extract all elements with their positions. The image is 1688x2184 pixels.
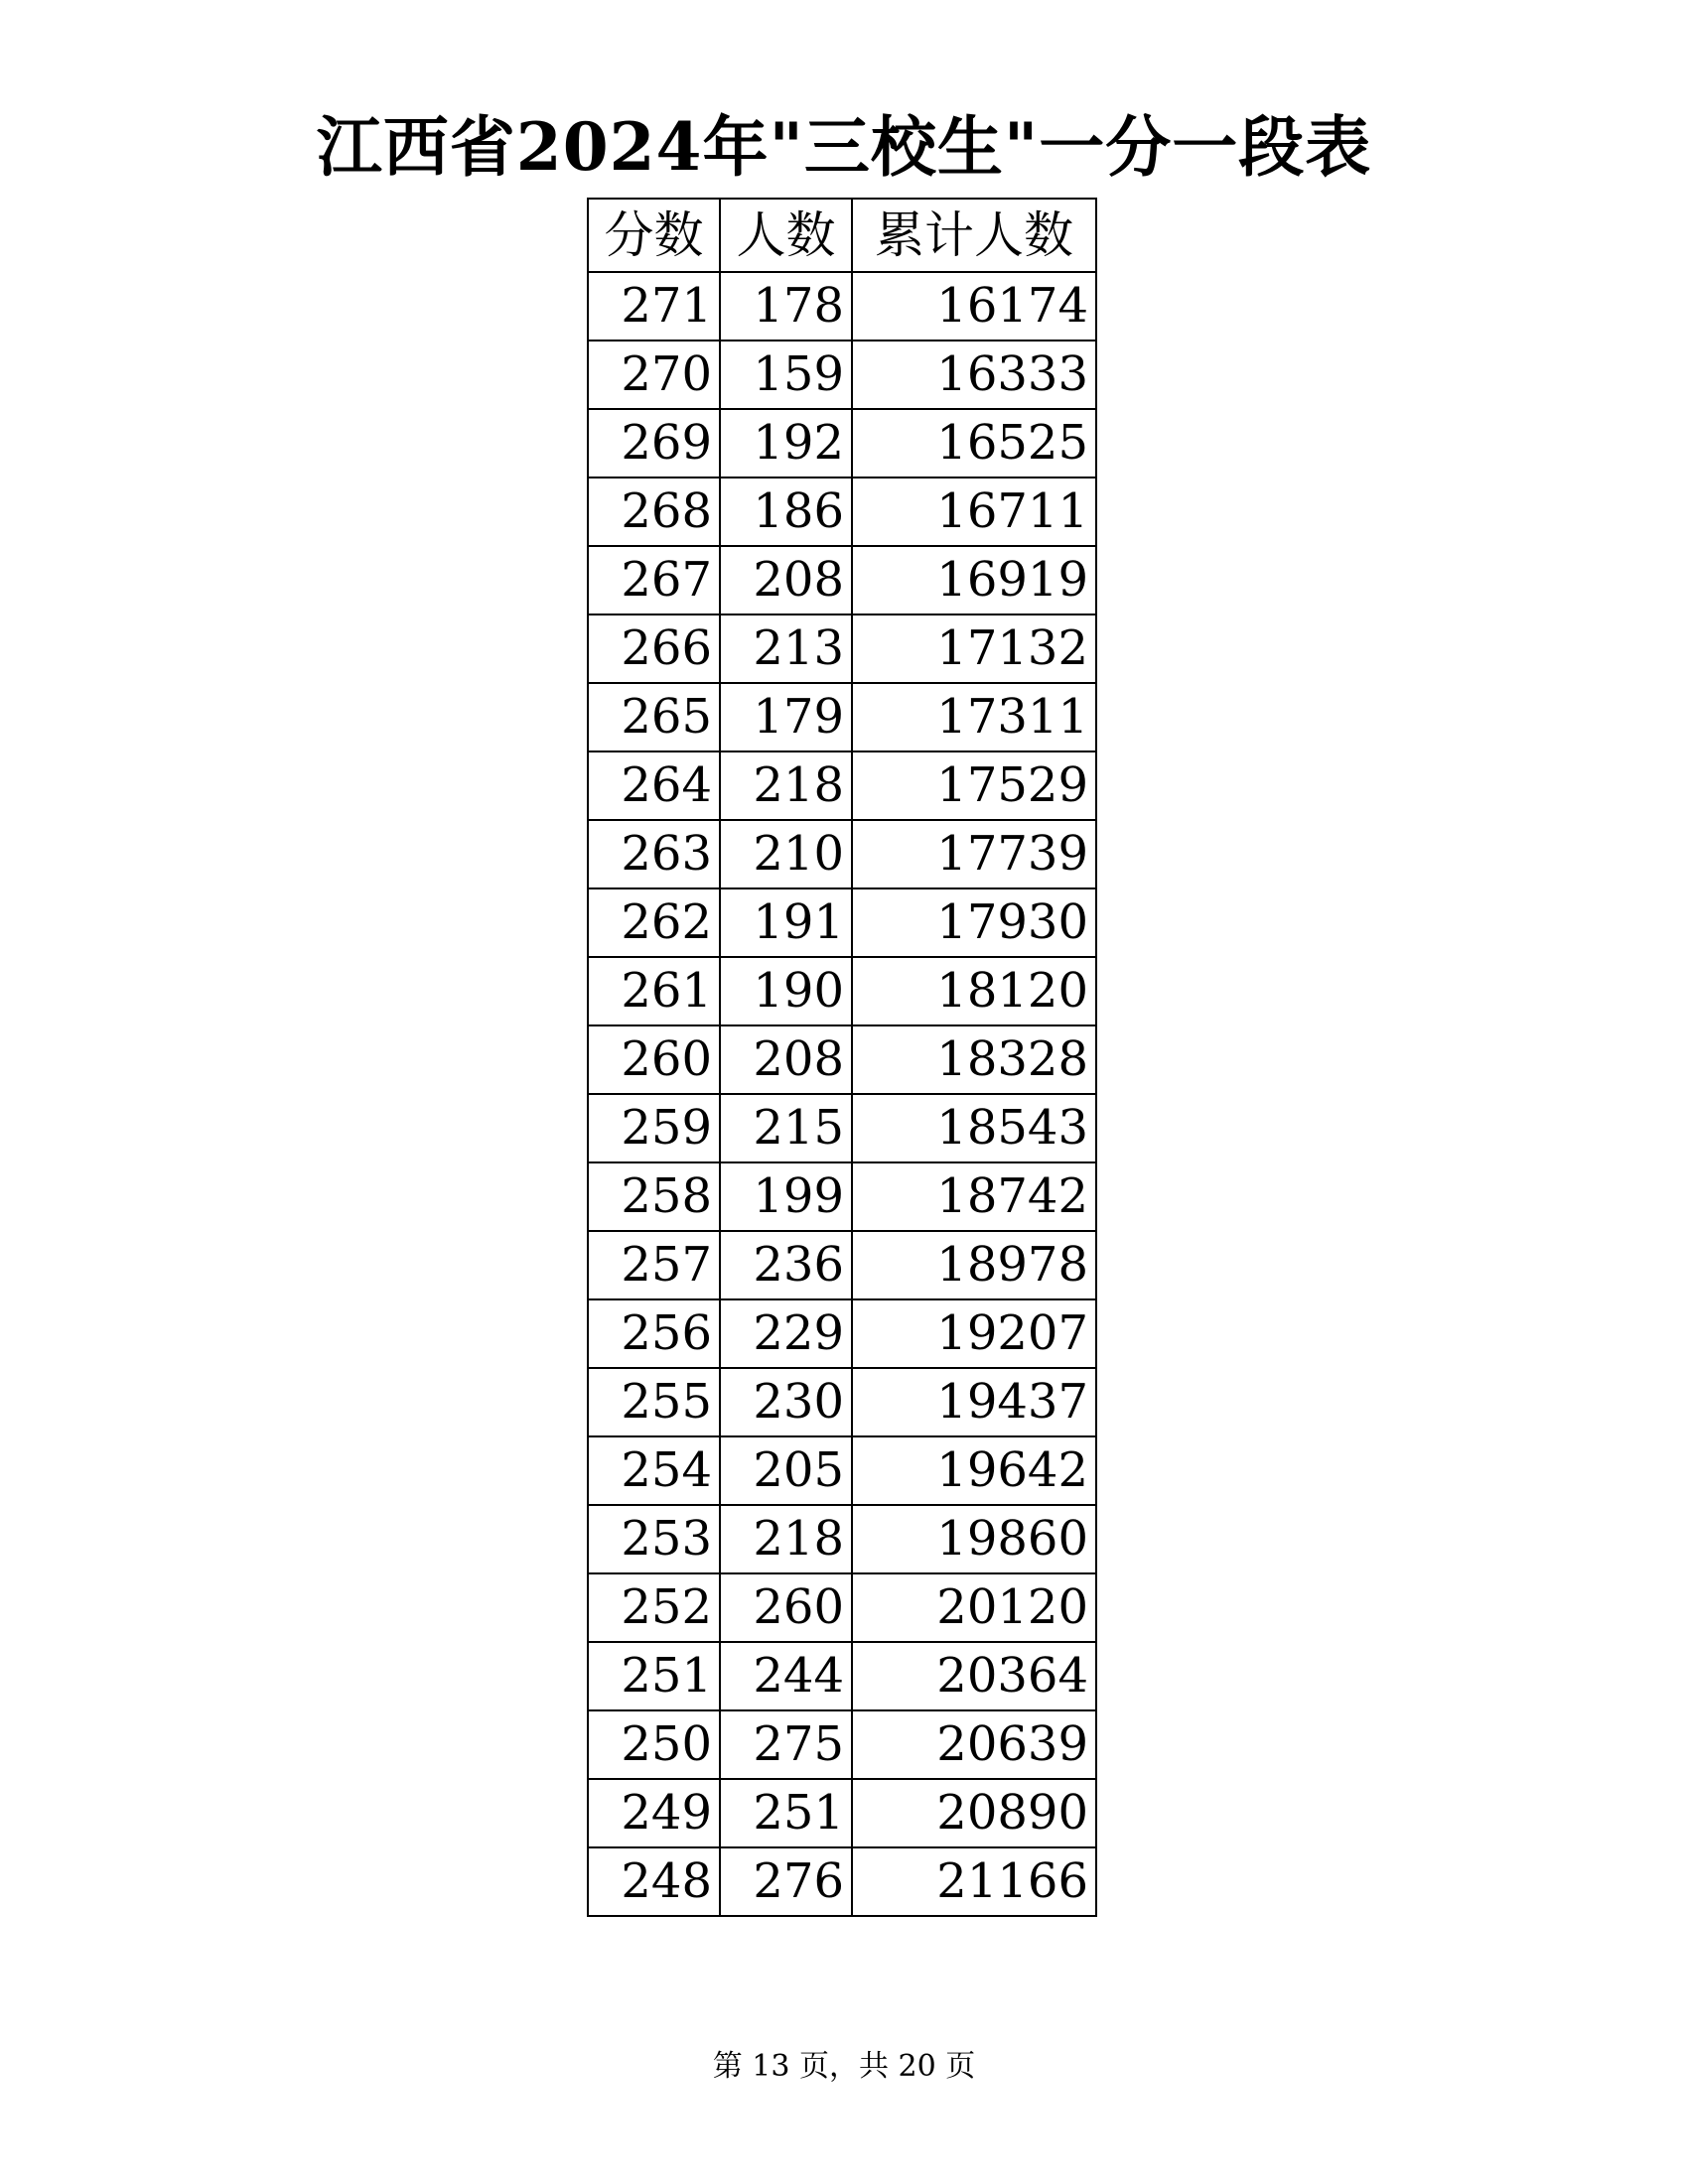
cell-cumulative: 17311 bbox=[852, 683, 1096, 751]
cell-cumulative: 19207 bbox=[852, 1299, 1096, 1368]
cell-count: 218 bbox=[720, 751, 852, 820]
cell-count: 186 bbox=[720, 478, 852, 546]
cell-cumulative: 20639 bbox=[852, 1710, 1096, 1779]
cell-count: 215 bbox=[720, 1094, 852, 1162]
cell-score: 249 bbox=[588, 1779, 720, 1847]
cell-cumulative: 20120 bbox=[852, 1573, 1096, 1642]
cell-score: 264 bbox=[588, 751, 720, 820]
cell-cumulative: 16333 bbox=[852, 341, 1096, 409]
cell-count: 276 bbox=[720, 1847, 852, 1916]
cell-score: 257 bbox=[588, 1231, 720, 1299]
table-row bbox=[588, 341, 1096, 409]
cell-score: 254 bbox=[588, 1436, 720, 1505]
table-row bbox=[588, 1505, 1096, 1573]
table-row bbox=[588, 409, 1096, 478]
cell-score: 250 bbox=[588, 1710, 720, 1779]
cell-cumulative: 16919 bbox=[852, 546, 1096, 614]
cell-cumulative: 20890 bbox=[852, 1779, 1096, 1847]
column-header-score: 分数 bbox=[588, 199, 720, 272]
table-row bbox=[588, 1368, 1096, 1436]
cell-score: 262 bbox=[588, 888, 720, 957]
cell-cumulative: 16525 bbox=[852, 409, 1096, 478]
table-row bbox=[588, 1231, 1096, 1299]
table-row bbox=[588, 478, 1096, 546]
cell-count: 236 bbox=[720, 1231, 852, 1299]
cell-score: 267 bbox=[588, 546, 720, 614]
table-row bbox=[588, 1094, 1096, 1162]
cell-score: 252 bbox=[588, 1573, 720, 1642]
cell-count: 190 bbox=[720, 957, 852, 1025]
cell-score: 259 bbox=[588, 1094, 720, 1162]
cell-cumulative: 19642 bbox=[852, 1436, 1096, 1505]
score-distribution-table bbox=[587, 198, 1097, 1917]
table-row bbox=[588, 820, 1096, 888]
table-body bbox=[588, 272, 1096, 1916]
table-row bbox=[588, 1299, 1096, 1368]
cell-count: 230 bbox=[720, 1368, 852, 1436]
table-row bbox=[588, 888, 1096, 957]
cell-cumulative: 20364 bbox=[852, 1642, 1096, 1710]
table-row bbox=[588, 1642, 1096, 1710]
cell-score: 271 bbox=[588, 272, 720, 341]
cell-score: 261 bbox=[588, 957, 720, 1025]
cell-cumulative: 18328 bbox=[852, 1025, 1096, 1094]
table-row bbox=[588, 751, 1096, 820]
table-header-row bbox=[588, 199, 1096, 272]
cell-count: 205 bbox=[720, 1436, 852, 1505]
cell-score: 265 bbox=[588, 683, 720, 751]
cell-count: 244 bbox=[720, 1642, 852, 1710]
cell-count: 210 bbox=[720, 820, 852, 888]
cell-count: 275 bbox=[720, 1710, 852, 1779]
cell-count: 260 bbox=[720, 1573, 852, 1642]
table-row bbox=[588, 1025, 1096, 1094]
table-row bbox=[588, 546, 1096, 614]
cell-count: 229 bbox=[720, 1299, 852, 1368]
cell-cumulative: 19860 bbox=[852, 1505, 1096, 1573]
cell-count: 218 bbox=[720, 1505, 852, 1573]
cell-cumulative: 17930 bbox=[852, 888, 1096, 957]
cell-count: 191 bbox=[720, 888, 852, 957]
cell-cumulative: 19437 bbox=[852, 1368, 1096, 1436]
cell-score: 268 bbox=[588, 478, 720, 546]
cell-score: 248 bbox=[588, 1847, 720, 1916]
page-number-footer: 第 13 页，共 20 页 bbox=[712, 2049, 976, 2084]
cell-score: 253 bbox=[588, 1505, 720, 1573]
cell-cumulative: 18543 bbox=[852, 1094, 1096, 1162]
cell-count: 159 bbox=[720, 341, 852, 409]
cell-count: 178 bbox=[720, 272, 852, 341]
cell-score: 258 bbox=[588, 1162, 720, 1231]
cell-cumulative: 18978 bbox=[852, 1231, 1096, 1299]
cell-cumulative: 16711 bbox=[852, 478, 1096, 546]
cell-count: 199 bbox=[720, 1162, 852, 1231]
cell-score: 266 bbox=[588, 614, 720, 683]
table-row bbox=[588, 1162, 1096, 1231]
column-header-cumulative: 累计人数 bbox=[852, 199, 1096, 272]
table-row bbox=[588, 1710, 1096, 1779]
cell-score: 256 bbox=[588, 1299, 720, 1368]
table-row bbox=[588, 957, 1096, 1025]
table-row bbox=[588, 1779, 1096, 1847]
cell-cumulative: 18742 bbox=[852, 1162, 1096, 1231]
cell-score: 269 bbox=[588, 409, 720, 478]
table-row bbox=[588, 683, 1096, 751]
table-row bbox=[588, 1573, 1096, 1642]
cell-count: 179 bbox=[720, 683, 852, 751]
table-row bbox=[588, 614, 1096, 683]
cell-cumulative: 18120 bbox=[852, 957, 1096, 1025]
table-row bbox=[588, 272, 1096, 341]
cell-count: 208 bbox=[720, 546, 852, 614]
cell-score: 270 bbox=[588, 341, 720, 409]
cell-score: 263 bbox=[588, 820, 720, 888]
cell-score: 255 bbox=[588, 1368, 720, 1436]
cell-cumulative: 16174 bbox=[852, 272, 1096, 341]
cell-count: 208 bbox=[720, 1025, 852, 1094]
cell-score: 260 bbox=[588, 1025, 720, 1094]
cell-cumulative: 21166 bbox=[852, 1847, 1096, 1916]
cell-cumulative: 17529 bbox=[852, 751, 1096, 820]
cell-count: 251 bbox=[720, 1779, 852, 1847]
table-row bbox=[588, 1847, 1096, 1916]
cell-cumulative: 17132 bbox=[852, 614, 1096, 683]
column-header-count: 人数 bbox=[720, 199, 852, 272]
page-title: 江西省2024年"三校生"一分一段表 bbox=[316, 108, 1372, 186]
cell-score: 251 bbox=[588, 1642, 720, 1710]
table-row bbox=[588, 1436, 1096, 1505]
cell-count: 192 bbox=[720, 409, 852, 478]
cell-cumulative: 17739 bbox=[852, 820, 1096, 888]
cell-count: 213 bbox=[720, 614, 852, 683]
